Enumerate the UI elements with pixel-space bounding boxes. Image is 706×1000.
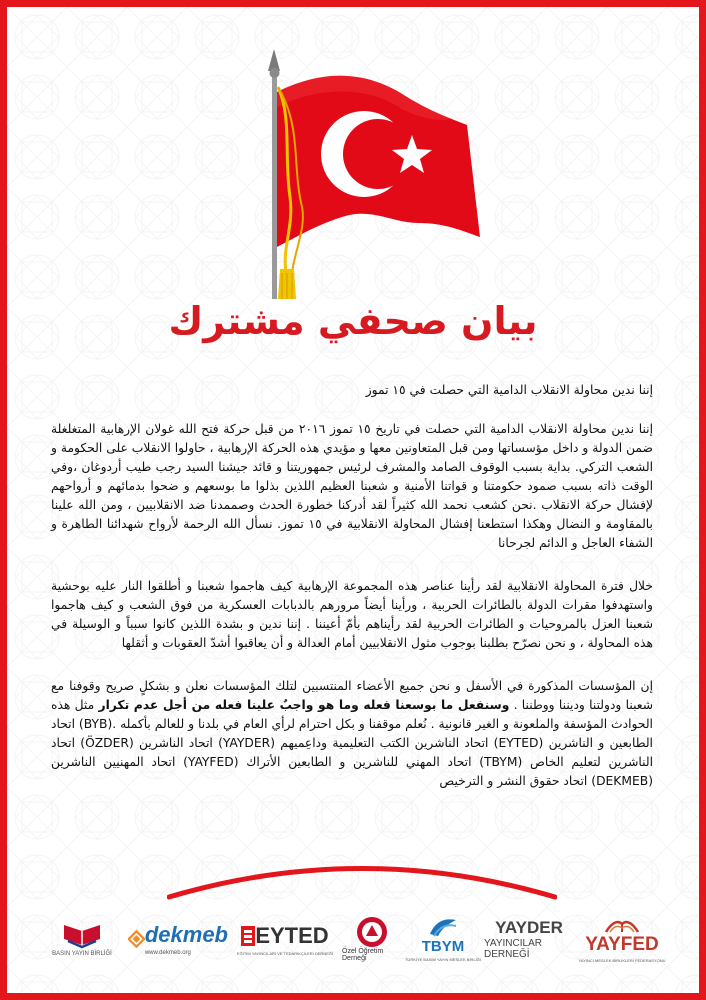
paragraph-condemnation: إننا ندين محاولة الانقلاب الدامية التي حصلت في تاريخ ١٥ تموز ٢٠١٦ من قبل حركة فتح الله غولان الإرهابية المتغلغلة ضمن الدولة و داخل مؤسساتها ومن قبل المتعاونين معها و مؤيدي هذه الحركة الإرهابية ، حاولوا الانقلاب على الحكومة و الشعب التركي. بداية بسبب الوقوف الصامد والمشرف لرئيس جمهوريتنا و قائد جيشنا السيد رجب طيب أردوغان ،وفي الوقت ذاته بسبب صمود حكومتنا و قواتنا الأمنية و شعبنا العظيم اللذين بذلوا ما بوسعهم و ضحوا بدمائهم و أرواحهم لإفشال حركة الانقلاب .نحن كشعب نحمد الله كثيراً لقد أدركنا خطورة الحدث وصممدنا ضد الانقلابيين ، ومن الله علينا بالمقاومة و النضال وهكذا استطعنا إفشال المحاولة الانقلابية في ١٥ تموز. نسأل الله الرحمة لأرواح شهدائنا الطاهرة و الشفاء العاجل و الدائم لجرحانا [51,422,653,550]
logo-yayfed [578,916,666,963]
logo-dekmeb [128,922,228,956]
book-hands-icon [62,921,102,949]
logo-yayder-label: YAYDER [495,918,563,937]
tbym-wave-icon [428,916,458,938]
logo-yayfed-label: YAYFED [585,933,659,955]
eyted-mark-icon [241,926,255,946]
logo-yayder-sub: YAYINCILAR DERNEĞİ [484,938,542,960]
turkish-flag-icon [222,47,492,307]
ozder-seal-icon [356,916,388,948]
statement-body [51,381,653,805]
declaration-text-start: إن المؤسسات المذكورة في الأسفل و نحن جميع الأعضاء المنتسبين لتلك المؤسسات نعلن و بشكلٍ صريح وقوفنا مع شعبنا ودولتنا وديننا ووطننا . [51,679,654,712]
logo-ozder-label: Özel Öğretim Derneği [342,948,384,962]
logo-byb-label: BASIN YAYIN BİRLİĞİ [52,951,112,957]
declaration-bold-text: وسنفعل ما بوسعنا فعله وما هو واجبٌ علينا فعله من أجل عدم تكرار [98,698,510,712]
logo-ozder [342,916,402,962]
logo-dekmeb-label: dekmeb [144,922,228,947]
logo-eyted-sub: EĞİTİM YAYINCILARI VE TEDARİKÇİLERİ DERNEĞİ [236,950,334,956]
paragraph-intro: إننا ندين محاولة الانقلاب الدامية التي حصلت في ١٥ تموز [365,383,653,397]
yayfed-book-icon [604,916,640,934]
logo-byb [47,921,117,957]
paragraph-events: خلال فترة المحاولة الانقلابية لقد رأينا عناصر هذه المجموعة الإرهابية كيف هاجموا شعبنا و أطلقوا النار عليه بوحشية واستهدفوا مقرات الدولة بالطائرات الحربية ، ورأينا أيضاً مرورهم بالدبابات العسكرية من فوق الشعب و كيف هاجموا شعبنا العزل بالمروحيات و الطائرات الحربية لقد رأيناهم بأمّ أعيننا . إننا ندين و بشدة اللذين كانوا سبباً و الوسيلة في هذه المحاولة ، و نحن نصرّح بطلبنا بوجوب مثول الانقلابيين أمام العدالة و أن يعاقبوا أشدّ العقوبات و أثقلها [51,579,653,650]
decorative-arc [167,852,557,902]
logo-yayder [484,918,574,960]
page-title: بيان صحفي مشترك [168,299,538,343]
logo-yayfed-sub: YAYINCI MESLEK BİRLİKLERİ FEDERASYONU [578,957,666,963]
logo-tbym [404,916,482,962]
logo-eyted-label: EYTED [255,922,329,948]
logo-eyted [236,922,334,956]
dekmeb-mark-icon [128,928,145,950]
logo-dekmeb-url: www.dekmeb.org [144,950,191,956]
logo-row [47,909,666,969]
paragraph-declaration [51,677,653,791]
logo-tbym-sub: TÜRKİYE BASIM YAYIN MESLEK BİRLİĞİ [404,957,482,962]
logo-tbym-label: TBYM [421,938,465,955]
declaration-text-end: مثل هذه الحوادث المؤسفة والملعونة و الغير قانونية . نُعلم موقفنا و بكل احترام لرأي العام في بلدنا و للعالم بأكمله .(BYB) اتحاد الطابعين و الناشرين (EYTED) اتحاد الناشرين الكتب التعليمية وداعِميهم (YAYDER) اتحاد الناشرين (ÖZDER) اتحاد الناشرين لتعليم الخاص (TBYM) اتحاد المهني للناشرين و الطابعين الأتراك (YAYFED) اتحاد المهنيين الناشرين (DEKMEB) اتحاد حقوق النشر و الترخيص [51,698,653,788]
